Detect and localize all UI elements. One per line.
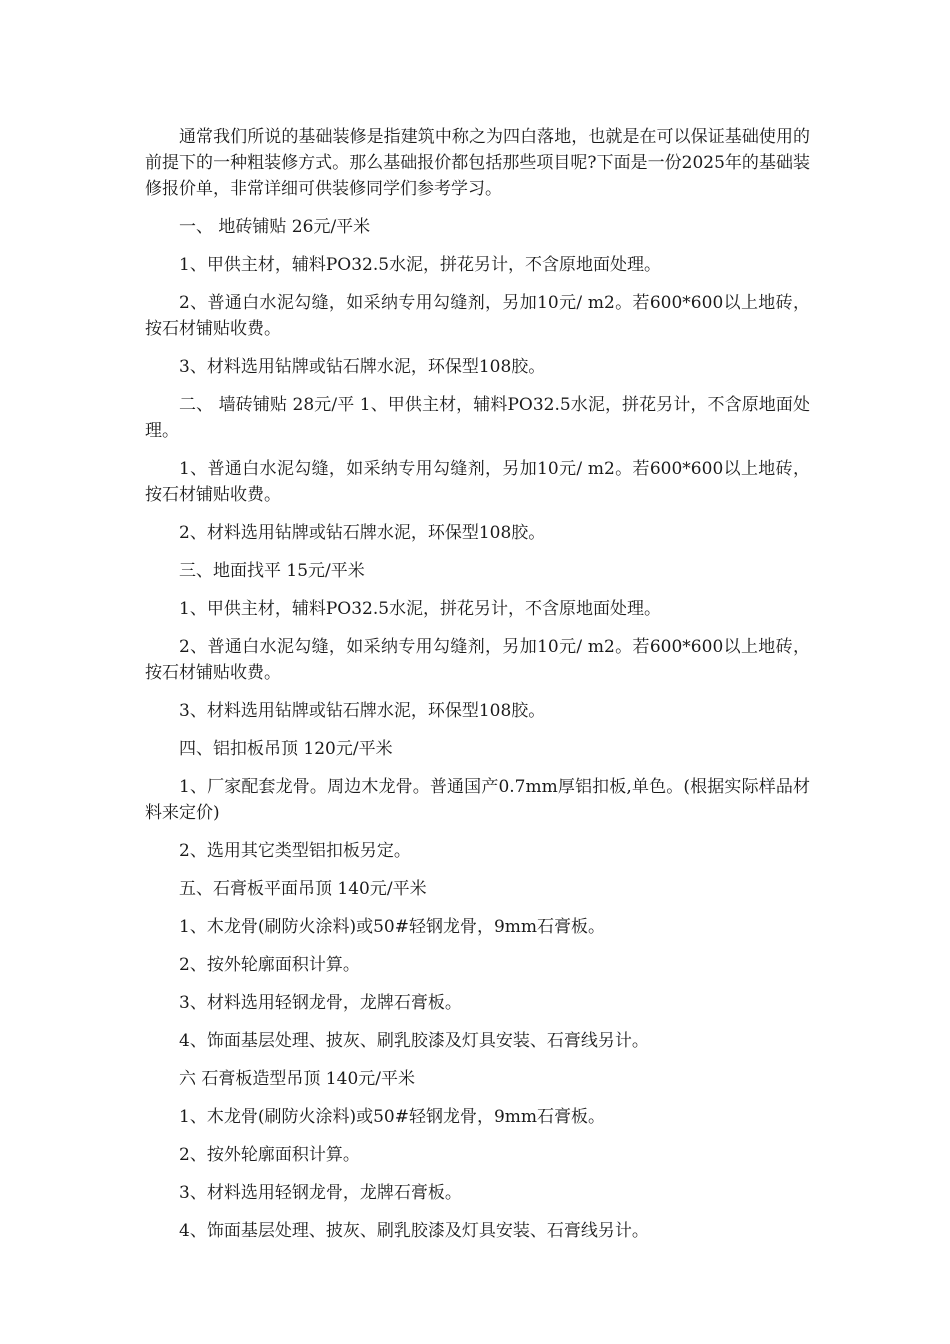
- list-item: 1、木龙骨(刷防火涂料)或50#轻钢龙骨，9mm石膏板。: [179, 917, 606, 937]
- list-item: 2、选用其它类型铝扣板另定。: [179, 841, 411, 861]
- section-heading-wall-tile: 二、 墙砖铺贴 28元/平 1、甲供主材，辅料PO32.5水泥，拼花另计，不含原地面处理。: [145, 395, 810, 441]
- list-item: 1、甲供主材，辅料PO32.5水泥，拼花另计，不含原地面处理。: [179, 599, 662, 619]
- section-heading-floor-leveling: 三、地面找平 15元/平米: [179, 561, 365, 581]
- list-item: 1、厂家配套龙骨。周边木龙骨。普通国产0.7mm厚铝扣板,单色。(根据实际样品材料来定价): [145, 777, 810, 823]
- list-item: 1、木龙骨(刷防火涂料)或50#轻钢龙骨，9mm石膏板。: [179, 1107, 606, 1127]
- list-item: 3、材料选用钻牌或钻石牌水泥，环保型108胶。: [179, 357, 546, 377]
- list-item: 3、材料选用轻钢龙骨，龙牌石膏板。: [179, 1183, 462, 1203]
- section-heading-flat-gypsum-ceiling: 五、石膏板平面吊顶 140元/平米: [179, 879, 427, 899]
- section-heading-shaped-gypsum-ceiling: 六 石膏板造型吊顶 140元/平米: [179, 1069, 415, 1089]
- list-item: 1、甲供主材，辅料PO32.5水泥，拼花另计，不含原地面处理。: [179, 255, 662, 275]
- list-item: 2、按外轮廓面积计算。: [179, 955, 360, 975]
- list-item: 2、普通白水泥勾缝，如采纳专用勾缝剂，另加10元/ m2。若600*600以上地砖，按石材铺贴收费。: [145, 637, 810, 683]
- list-item: 4、饰面基层处理、披灰、刷乳胶漆及灯具安装、石膏线另计。: [179, 1221, 649, 1241]
- list-item: 1、普通白水泥勾缝，如采纳专用勾缝剂，另加10元/ m2。若600*600以上地砖，按石材铺贴收费。: [145, 459, 810, 505]
- list-item: 3、材料选用轻钢龙骨，龙牌石膏板。: [179, 993, 462, 1013]
- list-item: 2、材料选用钻牌或钻石牌水泥，环保型108胶。: [179, 523, 546, 543]
- list-item: 3、材料选用钻牌或钻石牌水泥，环保型108胶。: [179, 701, 546, 721]
- section-heading-aluminum-ceiling: 四、铝扣板吊顶 120元/平米: [179, 739, 393, 759]
- list-item: 4、饰面基层处理、披灰、刷乳胶漆及灯具安装、石膏线另计。: [179, 1031, 649, 1051]
- section-heading-floor-tile: 一、 地砖铺贴 26元/平米: [179, 217, 371, 237]
- list-item: 2、按外轮廓面积计算。: [179, 1145, 360, 1165]
- document-body: [145, 124, 810, 1256]
- intro-paragraph: 通常我们所说的基础装修是指建筑中称之为四白落地，也就是在可以保证基础使用的前提下的一种粗装修方式。那么基础报价都包括那些项目呢?下面是一份2025年的基础装修报价单，非常详细可供装修同学们参考学习。: [145, 127, 810, 199]
- list-item: 2、普通白水泥勾缝，如采纳专用勾缝剂，另加10元/ m2。若600*600以上地砖，按石材铺贴收费。: [145, 293, 810, 339]
